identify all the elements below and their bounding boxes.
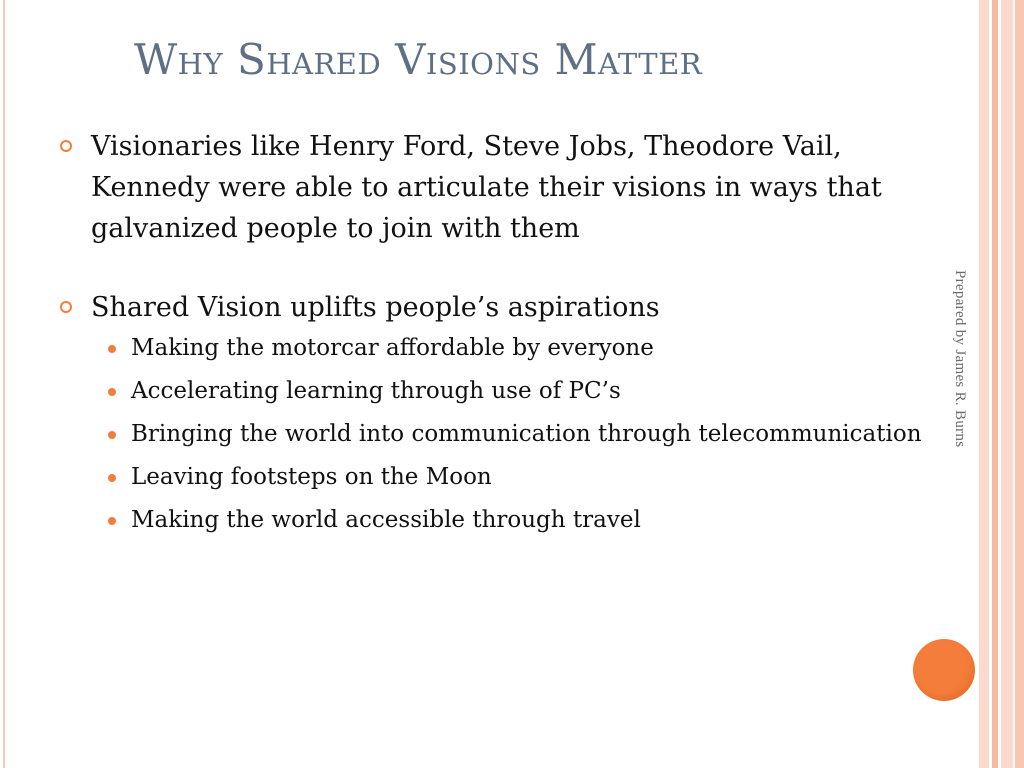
dot-bullet-icon <box>108 431 116 439</box>
slide-title: Why Shared Visions Matter <box>134 35 703 84</box>
sub-bullet-text: Bringing the world into communication through telecommunication <box>131 421 922 447</box>
decorative-stripe <box>979 0 989 768</box>
ring-bullet-icon <box>60 140 72 152</box>
sub-bullet-item <box>60 460 940 495</box>
sub-bullet-item <box>60 331 940 366</box>
sub-bullet-text: Making the motorcar affordable by everyone <box>131 335 654 361</box>
sub-bullet-item <box>60 417 940 452</box>
bullet-item <box>60 287 940 328</box>
dot-bullet-icon <box>108 474 116 482</box>
sub-bullet-item <box>60 503 940 538</box>
dot-bullet-icon <box>108 388 116 396</box>
sub-bullet-item <box>60 374 940 409</box>
decorative-stripe <box>1015 0 1024 768</box>
bullet-text: Shared Vision uplifts people’s aspirations <box>91 292 660 323</box>
orange-circle-decoration <box>913 639 975 701</box>
dot-bullet-icon <box>108 345 116 353</box>
dot-bullet-icon <box>108 517 116 525</box>
sub-bullet-text: Accelerating learning through use of PC’s <box>131 378 621 404</box>
decorative-stripe <box>1001 0 1013 768</box>
bullet-item <box>60 126 940 249</box>
ring-bullet-icon <box>60 301 72 313</box>
sub-bullet-list <box>60 331 940 538</box>
sub-bullet-text: Leaving footsteps on the Moon <box>131 464 492 490</box>
bullet-list <box>60 126 940 546</box>
left-border-line <box>3 0 5 768</box>
sub-bullet-text: Making the world accessible through travel <box>131 507 641 533</box>
bullet-text: Visionaries like Henry Ford, Steve Jobs, Theodore Vail, Kennedy were able to articulate their visions in ways that galvanized people to join with them <box>91 131 882 244</box>
side-credit: Prepared by James R. Burns <box>952 270 968 448</box>
